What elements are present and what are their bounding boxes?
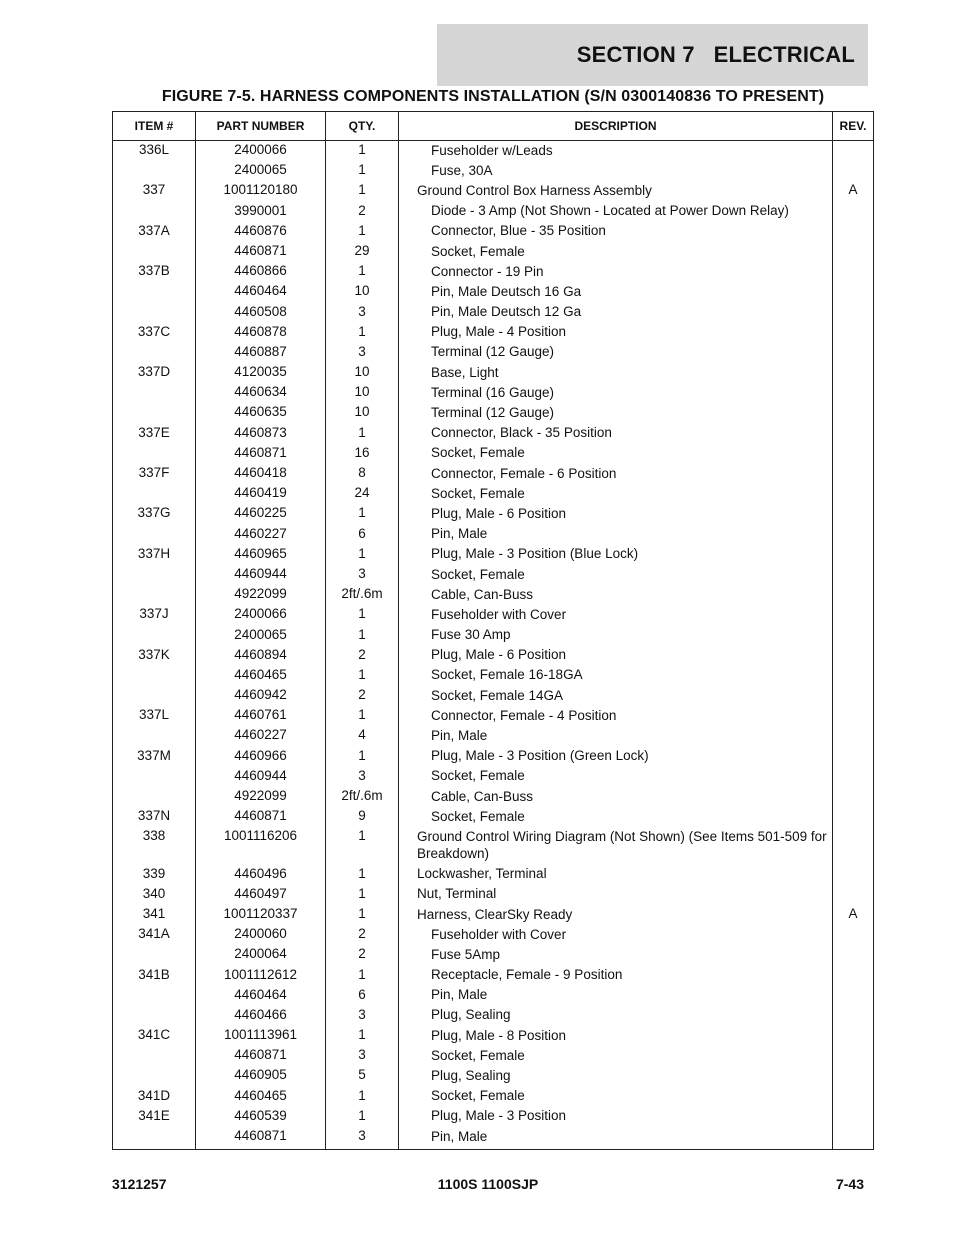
table-row	[113, 604, 873, 624]
item-number: 340	[142, 885, 166, 901]
table-row	[113, 904, 873, 924]
description: Socket, Female	[431, 768, 525, 784]
part-number: 4460634	[234, 384, 287, 400]
item-number: 337F	[138, 465, 170, 480]
part-number: 4460944	[234, 767, 287, 783]
part-number: 4460466	[234, 1006, 287, 1022]
quantity: 10	[354, 364, 370, 380]
table-row	[113, 1045, 873, 1065]
quantity: 2	[358, 646, 366, 662]
part-number: 4460965	[234, 545, 287, 561]
quantity: 1	[358, 222, 366, 238]
part-number: 4460419	[234, 485, 287, 501]
item-number: 341A	[138, 926, 170, 942]
part-number: 1001120180	[223, 182, 298, 198]
description: Socket, Female	[431, 566, 525, 582]
description: Pin, Male Deutsch 12 Ga	[431, 304, 582, 320]
quantity: 1	[358, 966, 366, 982]
table-row	[113, 685, 873, 705]
table-row	[113, 201, 873, 221]
table-row	[113, 1005, 873, 1025]
description: Plug, Sealing	[431, 1068, 511, 1084]
table-row	[113, 1065, 873, 1085]
table-row	[113, 503, 873, 523]
quantity: 2	[358, 687, 366, 703]
table-row	[113, 564, 873, 584]
section-title: SECTION 7 ELECTRICAL	[576, 42, 855, 67]
description: Cable, Can-Buss	[431, 586, 534, 602]
quantity: 10	[354, 283, 370, 299]
quantity: 6	[358, 525, 366, 541]
description: Connector, Blue - 35 Position	[431, 223, 606, 239]
quantity: 1	[358, 1107, 366, 1123]
table-row	[113, 746, 873, 766]
description: Fuseholder with Cover	[431, 926, 567, 942]
table-row	[113, 281, 873, 301]
item-number: 337	[142, 182, 166, 198]
quantity: 3	[358, 303, 366, 319]
description: Connector, Black - 35 Position	[431, 425, 612, 441]
part-number: 4460905	[234, 1067, 287, 1083]
description: Terminal (16 Gauge)	[431, 384, 555, 400]
table-row	[113, 1025, 873, 1045]
quantity: 1	[358, 182, 366, 198]
table-row	[113, 864, 873, 884]
description: Pin, Male	[431, 728, 488, 744]
header-item: ITEM #	[134, 119, 174, 133]
description: Lockwasher, Terminal	[417, 866, 547, 882]
item-number: 338	[142, 828, 166, 844]
table-row	[113, 322, 873, 342]
quantity: 10	[354, 404, 370, 420]
part-number: 1001113961	[223, 1027, 298, 1043]
description: Connector, Female - 6 Position	[431, 465, 617, 481]
quantity: 1	[358, 424, 366, 440]
quantity: 1	[358, 666, 366, 682]
description: Fuse 5Amp	[431, 946, 501, 962]
table-row	[113, 241, 873, 261]
part-number: 4460465	[234, 666, 287, 682]
quantity: 6	[358, 986, 366, 1002]
item-number: 337L	[138, 707, 170, 723]
part-number: 1001116206	[223, 828, 298, 844]
footer-model: 1100S 1100SJP	[437, 1176, 539, 1192]
footer-doc-number: 3121257	[112, 1176, 167, 1192]
table-row	[113, 140, 873, 160]
quantity: 3	[358, 565, 366, 581]
section-banner	[437, 24, 868, 86]
table-row	[113, 786, 873, 806]
description: Fuseholder w/Leads	[431, 142, 553, 158]
part-number: 4460227	[234, 525, 287, 541]
item-number: 337N	[137, 808, 171, 824]
part-number: 4460866	[234, 263, 287, 279]
item-number: 341E	[138, 1107, 170, 1123]
description: Socket, Female 16-18GA	[431, 667, 583, 683]
description: Plug, Male - 6 Position	[431, 647, 567, 663]
part-number: 4922099	[234, 586, 287, 602]
footer-page-number: 7-43	[835, 1176, 864, 1192]
part-number: 4460635	[234, 404, 287, 420]
part-number: 4460873	[234, 424, 287, 440]
table-row	[113, 463, 873, 483]
part-number: 3990001	[234, 202, 287, 218]
quantity: 2ft/.6m	[341, 788, 383, 803]
table-row	[113, 483, 873, 503]
item-number: 337C	[137, 323, 171, 339]
description: Nut, Terminal	[417, 886, 497, 902]
quantity: 3	[358, 1128, 366, 1143]
quantity: 3	[358, 1006, 366, 1022]
table-row	[113, 342, 873, 362]
part-number: 4460418	[234, 465, 287, 480]
header-rev: REV.	[839, 119, 867, 133]
item-number: 337D	[137, 364, 171, 380]
part-number: 2400066	[234, 142, 287, 157]
table-row	[113, 362, 873, 382]
part-number: 4460496	[234, 865, 287, 881]
table-body	[113, 140, 873, 1146]
item-number: 337G	[137, 505, 171, 521]
quantity: 1	[358, 263, 366, 279]
quantity: 3	[358, 343, 366, 359]
header-description: DESCRIPTION	[574, 119, 657, 133]
quantity: 1	[358, 323, 366, 339]
table-row	[113, 221, 873, 241]
item-number: 336L	[138, 142, 170, 157]
item-number: 341B	[138, 966, 170, 982]
description: Cable, Can-Buss	[431, 788, 534, 804]
description: Plug, Sealing	[431, 1007, 511, 1023]
item-number: 339	[142, 865, 166, 881]
quantity: 5	[358, 1067, 366, 1083]
part-number: 2400065	[234, 626, 287, 642]
part-number: 4460465	[234, 1087, 287, 1103]
part-number: 2400060	[234, 926, 287, 942]
description: Plug, Male - 3 Position (Blue Lock)	[431, 546, 639, 562]
table-row	[113, 725, 873, 745]
part-number: 4460871	[234, 1128, 287, 1143]
description: Socket, Female 14GA	[431, 687, 564, 703]
item-number: 337K	[138, 646, 170, 662]
description: Socket, Female	[431, 243, 525, 259]
description: Plug, Male - 3 Position	[431, 1108, 567, 1124]
description: Socket, Female	[431, 1088, 525, 1104]
description: Pin, Male	[431, 1128, 488, 1144]
part-number: 4922099	[234, 788, 287, 803]
item-number: 337B	[138, 263, 170, 279]
description: Pin, Male Deutsch 16 Ga	[431, 283, 582, 299]
description: Pin, Male	[431, 987, 488, 1003]
table-header	[113, 112, 873, 141]
part-number: 1001120337	[223, 905, 298, 921]
quantity: 8	[358, 465, 366, 480]
quantity: 1	[358, 1027, 366, 1043]
quantity: 29	[354, 242, 370, 258]
revision: A	[848, 182, 858, 198]
quantity: 16	[354, 444, 370, 460]
quantity: 1	[358, 707, 366, 723]
part-number: 2400066	[234, 606, 287, 622]
description: Connector - 19 Pin	[431, 263, 544, 279]
table-row	[113, 1086, 873, 1106]
table-row	[113, 826, 873, 863]
quantity: 2	[358, 202, 366, 218]
part-number: 4460944	[234, 565, 287, 581]
quantity: 1	[358, 865, 366, 881]
item-number: 337A	[138, 222, 170, 238]
part-number: 4460508	[234, 303, 287, 319]
quantity: 1	[358, 142, 366, 157]
quantity: 2ft/.6m	[341, 586, 383, 602]
quantity: 1	[358, 828, 366, 844]
part-number: 1001112612	[223, 966, 298, 982]
description: Pin, Male	[431, 526, 488, 542]
part-number: 4460539	[234, 1107, 287, 1123]
quantity: 1	[358, 626, 366, 642]
quantity: 2	[358, 946, 366, 962]
quantity: 1	[358, 606, 366, 622]
part-number: 4460225	[234, 505, 287, 521]
item-number: 341D	[137, 1087, 171, 1103]
description: Harness, ClearSky Ready	[417, 906, 573, 922]
item-number: 337H	[137, 545, 171, 561]
part-number: 4460942	[234, 687, 287, 703]
description: Ground Control Wiring Diagram (Not Shown) (See Items 501-509 for Breakdown)	[417, 828, 827, 861]
table-row	[113, 261, 873, 281]
header-qty: QTY.	[348, 119, 376, 133]
table-row	[113, 985, 873, 1005]
quantity: 1	[358, 505, 366, 521]
item-number: 337E	[138, 424, 170, 440]
quantity: 1	[358, 1087, 366, 1103]
quantity: 10	[354, 384, 370, 400]
description: Connector, Female - 4 Position	[431, 707, 617, 723]
table-row	[113, 524, 873, 544]
description: Fuse, 30A	[431, 162, 493, 178]
description: Plug, Male - 8 Position	[431, 1027, 567, 1043]
description: Base, Light	[431, 364, 499, 380]
table-row	[113, 884, 873, 904]
quantity: 24	[354, 485, 370, 501]
quantity: 3	[358, 1047, 366, 1063]
quantity: 1	[358, 747, 366, 763]
part-number: 4460227	[234, 727, 287, 743]
part-number: 2400064	[234, 946, 287, 962]
part-number: 4460871	[234, 1047, 287, 1063]
table-row	[113, 944, 873, 964]
part-number: 4460966	[234, 747, 287, 763]
table-row	[113, 1126, 873, 1146]
part-number: 4460871	[234, 808, 287, 824]
table-row	[113, 766, 873, 786]
table-row	[113, 382, 873, 402]
quantity: 3	[358, 767, 366, 783]
description: Ground Control Box Harness Assembly	[417, 182, 652, 198]
description: Terminal (12 Gauge)	[431, 405, 555, 421]
quantity: 4	[358, 727, 366, 743]
table-row	[113, 443, 873, 463]
description: Socket, Female	[431, 485, 525, 501]
table-row	[113, 705, 873, 725]
item-number: 341	[142, 905, 166, 921]
quantity: 2	[358, 926, 366, 942]
description: Plug, Male - 4 Position	[431, 324, 567, 340]
description: Terminal (12 Gauge)	[431, 344, 555, 360]
table-row	[113, 584, 873, 604]
quantity: 1	[358, 905, 366, 921]
item-number: 341C	[137, 1027, 171, 1043]
part-number: 4460878	[234, 323, 287, 339]
part-number: 4460871	[234, 444, 287, 460]
table-row	[113, 302, 873, 322]
description: Socket, Female	[431, 1047, 525, 1063]
description: Receptacle, Female - 9 Position	[431, 967, 623, 983]
table-row	[113, 645, 873, 665]
part-number: 4460497	[234, 885, 287, 901]
part-number: 2400065	[234, 162, 287, 178]
part-number: 4460871	[234, 242, 287, 258]
item-number: 337M	[137, 747, 171, 763]
part-number: 4460887	[234, 343, 287, 359]
quantity: 1	[358, 162, 366, 178]
figure-title: FIGURE 7-5. HARNESS COMPONENTS INSTALLATION (S/N 0300140836 TO PRESENT)	[161, 88, 825, 105]
part-number: 4120035	[234, 364, 287, 380]
quantity: 1	[358, 885, 366, 901]
part-number: 4460464	[234, 986, 287, 1002]
table-row	[113, 625, 873, 645]
description: Plug, Male - 3 Position (Green Lock)	[431, 748, 649, 764]
part-number: 4460876	[234, 222, 287, 238]
description: Diode - 3 Amp (Not Shown - Located at Power Down Relay)	[431, 203, 789, 219]
part-number: 4460894	[234, 646, 287, 662]
table-row	[113, 160, 873, 180]
table-row	[113, 180, 873, 200]
description: Socket, Female	[431, 808, 525, 824]
table-row	[113, 1106, 873, 1126]
table-row	[113, 806, 873, 826]
description: Plug, Male - 6 Position	[431, 505, 567, 521]
table-row	[113, 924, 873, 944]
parts-table	[112, 111, 874, 1150]
quantity: 9	[358, 808, 366, 824]
table-row	[113, 544, 873, 564]
revision: A	[848, 905, 858, 921]
description: Fuseholder with Cover	[431, 606, 567, 622]
quantity: 1	[358, 545, 366, 561]
part-number: 4460761	[234, 707, 287, 723]
table-row	[113, 423, 873, 443]
description: Socket, Female	[431, 445, 525, 461]
table-row	[113, 965, 873, 985]
item-number: 337J	[139, 606, 169, 622]
table-row	[113, 665, 873, 685]
header-part-number: PART NUMBER	[216, 119, 305, 133]
table-row	[113, 402, 873, 422]
part-number: 4460464	[234, 283, 287, 299]
description: Fuse 30 Amp	[431, 627, 511, 643]
